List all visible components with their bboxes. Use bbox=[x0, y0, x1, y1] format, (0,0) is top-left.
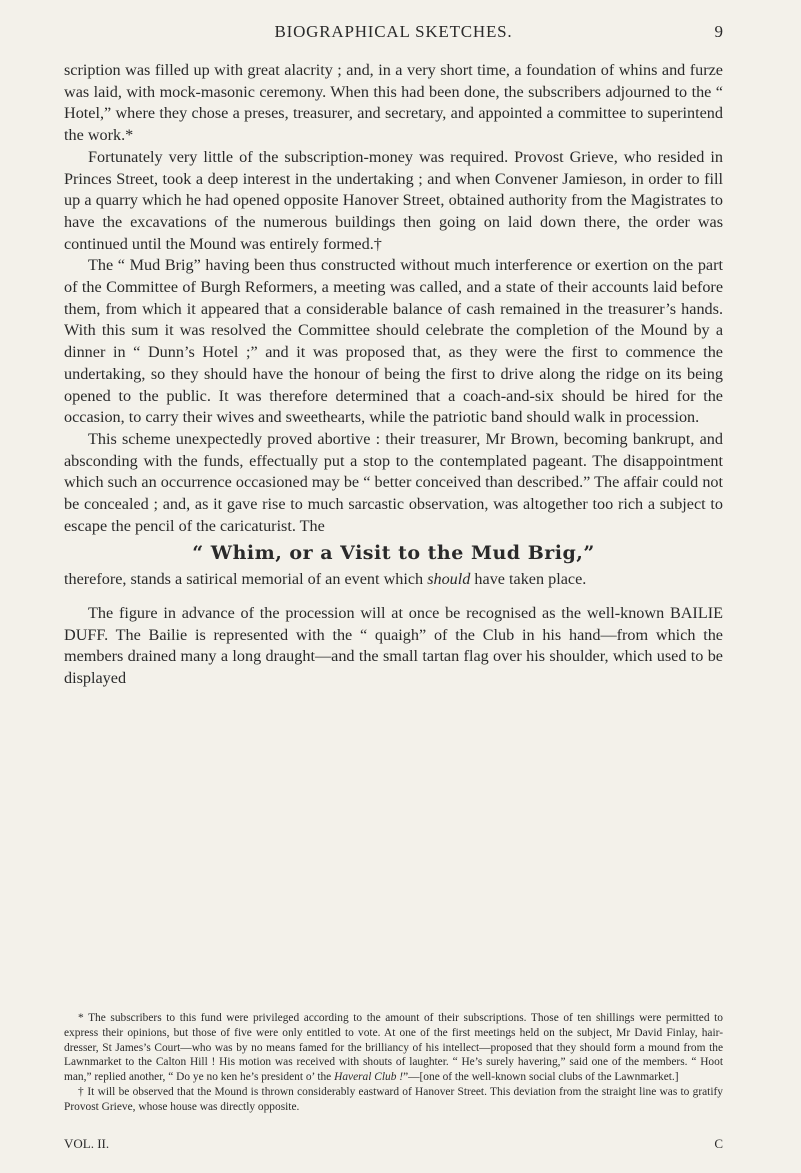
page-footer bbox=[64, 1136, 723, 1152]
paragraph-5 bbox=[64, 569, 723, 591]
paragraph-1: scription was filled up with great alacrity ; and, in a very short time, a foundation of whins and furze was laid, with mock-masonic ceremony. When this had been done, the subscribers adjourned to the “ Hotel,” where they chose a preses, treasurer, and secretary, and appointed a committee to superintend the work.* bbox=[64, 61, 723, 145]
paragraph-2: Fortunately very little of the subscription-money was required. Provost Grieve, who resided in Princes Street, took a deep interest in the undertaking ; and when Convener Jamieson, in order to fill up a quarry which he had opened opposite Hanover Street, obtained authority from the Magistrates to have the excavations of the numerous buildings then going on laid down there, the order was continued until the Mound was entirely formed.† bbox=[64, 147, 723, 253]
signature-mark: C bbox=[714, 1136, 723, 1151]
footnotes bbox=[64, 1011, 723, 1115]
emphasis-should: should bbox=[427, 570, 471, 589]
volume-mark: VOL. II. bbox=[64, 1136, 110, 1151]
footnote-1-text: * The subscribers to this fund were privileged according to the amount of their subscriptions. Those of ten shillings were permitted to express their opinions, but those of five were only entitled to vote. At one of the first meetings held on the subject, Mr David Finlay, hair-dresser, St James’s Court—who was by no means famed for the brilliancy of his intellect—proposed that they should form a mound from the Lawnmarket to the Calton Hill ! His motion was received with shouts of laughter. “ He’s surely havering,” said one of the members. “ Hoot man,” replied another, “ Do ye no ken he’s president o’ the bbox=[64, 1012, 723, 1084]
running-head: BIOGRAPHICAL SKETCHES. bbox=[274, 22, 513, 41]
footnote-1-emphasis: Haveral Club ! bbox=[334, 1071, 404, 1084]
paragraph-4: This scheme unexpectedly proved abortive : their treasurer, Mr Brown, becoming bankrupt, and absconding with the funds, effectually put a stop to the contemplated pageant. The disappointment which such an occurrence occasioned may be “ better conceived than described.” The affair could not be concealed ; and, as it gave rise to much sarcastic observation, was altogether too rich a subject to escape the pencil of the caricaturist. The bbox=[64, 429, 723, 535]
footnote-1 bbox=[64, 1011, 723, 1085]
page-number: 9 bbox=[714, 22, 723, 41]
paragraph-6: The figure in advance of the procession will at once be recognised as the well-known BAILIE DUFF. The Bailie is represented with the “ quaigh” of the Club in his hand—from which the members drained many a long draught—and the small tartan flag over his shoulder, which used to be displayed bbox=[64, 603, 723, 687]
caricature-title: “ Whim, or a Visit to the Mud Brig,” bbox=[192, 542, 595, 565]
footnote-1-end: ”—[one of the well-known social clubs of the Lawnmarket.] bbox=[403, 1071, 679, 1084]
page-header bbox=[64, 22, 723, 46]
paragraph-5-start: therefore, stands a satirical memorial of an event which bbox=[64, 570, 428, 589]
paragraph-5-end: have taken place. bbox=[470, 570, 587, 589]
paragraph-3: The “ Mud Brig” having been thus constructed without much interference or exertion on the part of the Committee of Burgh Reformers, a meeting was called, and a state of their accounts laid before them, from which it appeared that a considerable balance of cash remained in the treasurer’s hands. With this sum it was resolved the Committee should celebrate the completion of the Mound by a dinner in “ Dunn’s Hotel ;” and it was proposed that, as they were the first to commence the undertaking, so they should have the honour of being the first to drive along the ridge on its being opened to the public. It was therefore determined that a coach-and-six should be hired for the occasion, to carry their wives and sweethearts, while the patriotic band should walk in procession. bbox=[64, 256, 723, 427]
main-text bbox=[64, 60, 723, 690]
footnote-2: † It will be observed that the Mound is thrown considerably eastward of Hanover Street. This deviation from the straight line was to gratify Provost Grieve, whose house was directly opposite. bbox=[64, 1085, 723, 1113]
